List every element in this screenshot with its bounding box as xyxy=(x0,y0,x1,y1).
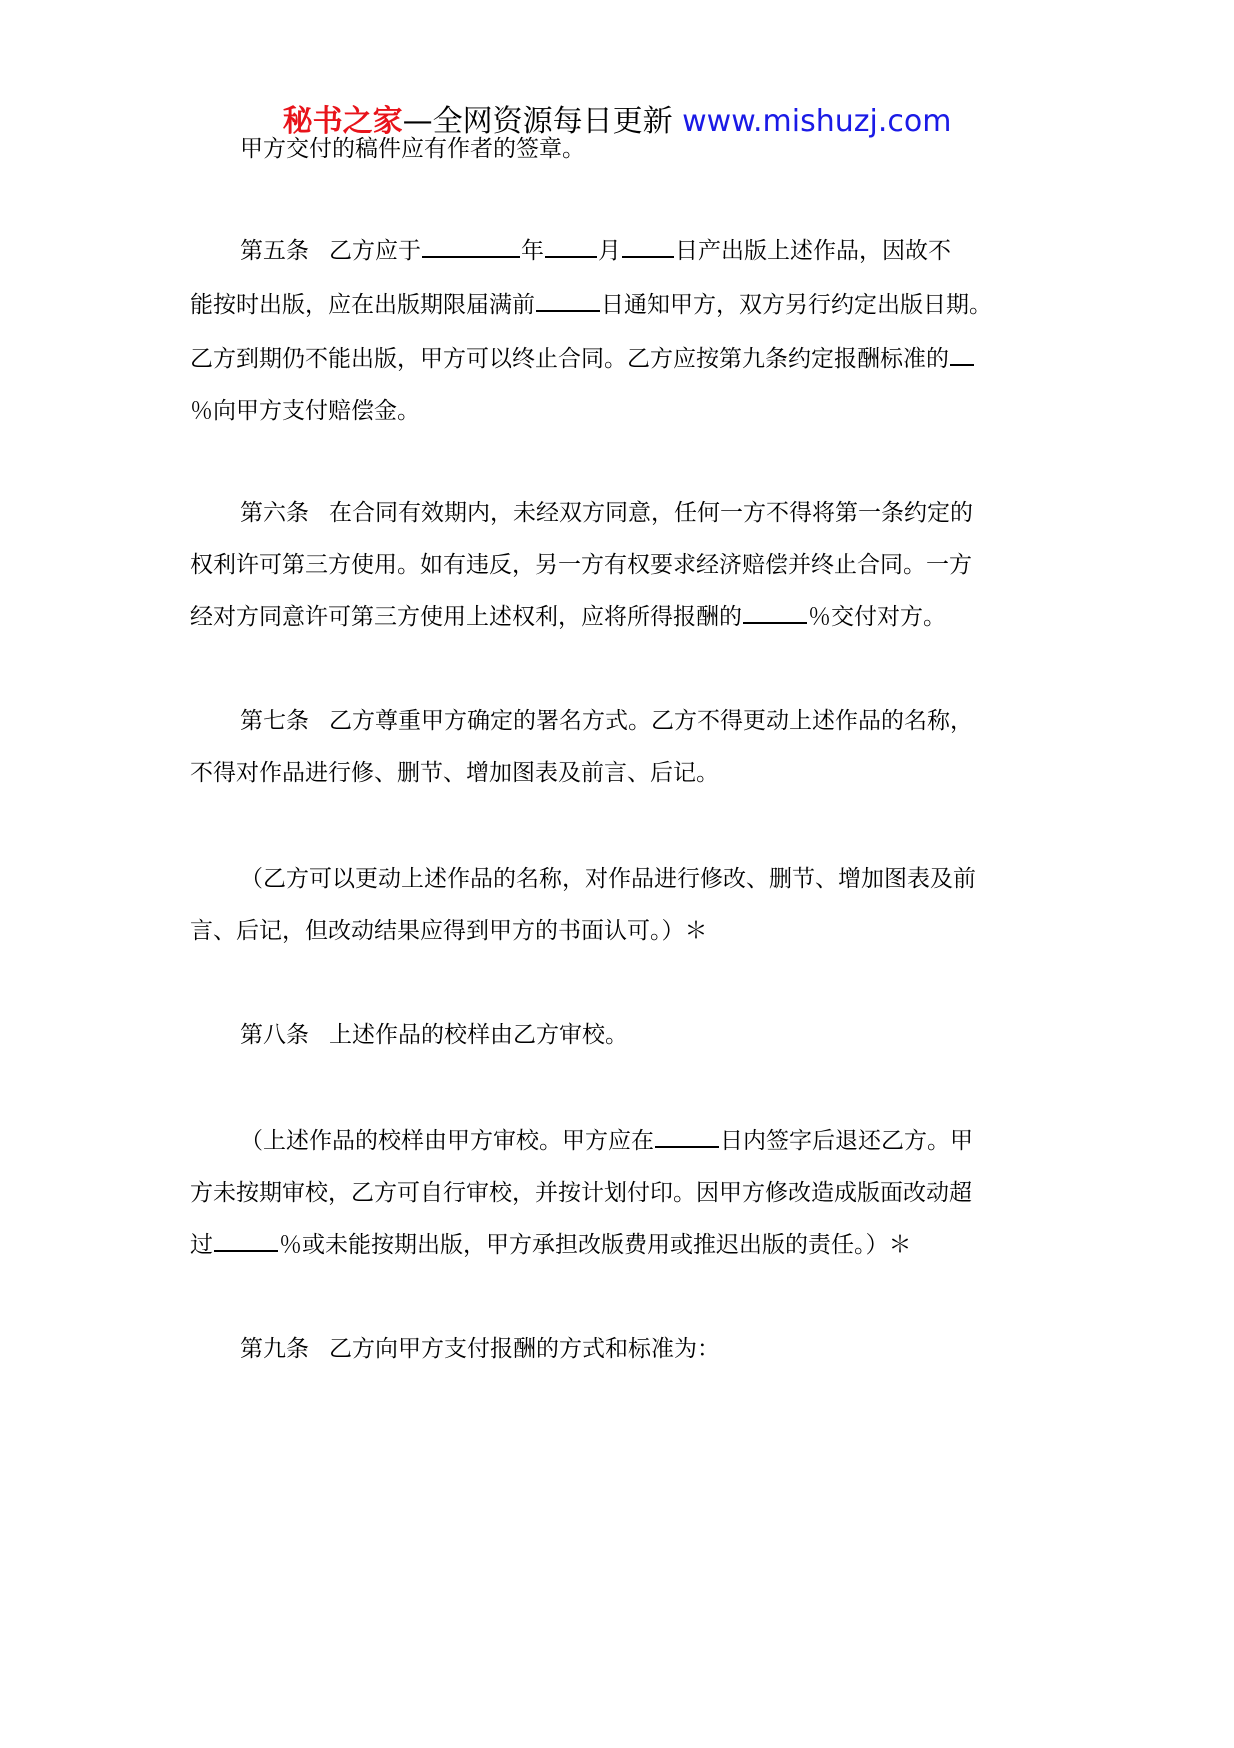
text-run: 甲方交付的稿件应有作者的签章。 xyxy=(240,136,585,162)
article-7-alt-line-2 xyxy=(190,914,1090,948)
text-run: （乙方可以更动上述作品的名称，对作品进行修改、删节、增加图表及前 xyxy=(240,866,976,892)
text-run: ％向甲方支付赔偿金。 xyxy=(190,398,420,424)
text-run: 日通知甲方，双方另行约定出版日期。 xyxy=(601,292,992,318)
paragraph-line xyxy=(240,132,1140,166)
article-5-line-1 xyxy=(240,234,1140,268)
article-label: 第六条 xyxy=(240,500,309,526)
banner-slogan: —全网资源每日更新 xyxy=(402,104,673,139)
article-6-line-1 xyxy=(240,496,1140,530)
article-8-alt-line-2 xyxy=(190,1176,1090,1210)
text-run: 在合同有效期内，未经双方同意，任何一方不得将第一条约定的 xyxy=(329,500,973,526)
article-8-alt-line-3 xyxy=(190,1228,1090,1262)
fill-blank-percent[interactable] xyxy=(743,600,807,624)
text-run: 方未按期审校，乙方可自行审校，并按计划付印。因甲方修改造成版面改动超 xyxy=(190,1180,972,1206)
text-run: 上述作品的校样由乙方审校。 xyxy=(329,1022,628,1048)
text-run: 日内签字后退还乙方。甲 xyxy=(720,1128,973,1154)
text-run: 不得对作品进行修、删节、增加图表及前言、后记。 xyxy=(190,760,719,786)
fill-blank-month[interactable] xyxy=(545,234,597,258)
article-8-line-1 xyxy=(240,1018,1140,1052)
article-7-alt-line-1 xyxy=(240,862,1140,896)
text-run: 乙方向甲方支付报酬的方式和标准为： xyxy=(329,1336,720,1362)
article-8-alt-line-1 xyxy=(240,1124,1140,1158)
site-url[interactable]: www.mishuzj.com xyxy=(682,104,952,139)
brand-name: 秘书之家 xyxy=(282,104,403,139)
text-run: 言、后记，但改动结果应得到甲方的书面认可。）＊ xyxy=(190,918,708,944)
article-label: 第五条 xyxy=(240,238,309,264)
article-label: 第九条 xyxy=(240,1336,309,1362)
article-5-line-2 xyxy=(190,288,1090,322)
text-run: 经对方同意许可第三方使用上述权利，应将所得报酬的 xyxy=(190,604,742,630)
article-9-line-1 xyxy=(240,1332,1140,1366)
text-run: 乙方应于 xyxy=(329,238,421,264)
text-run: 年 xyxy=(521,238,544,264)
fill-blank-notice-days[interactable] xyxy=(536,288,600,312)
text-run: 过 xyxy=(190,1232,213,1258)
fill-blank-day[interactable] xyxy=(622,234,674,258)
text-run: ％或未能按期出版，甲方承担改版费用或推迟出版的责任。）＊ xyxy=(279,1232,912,1258)
article-7-line-1 xyxy=(240,704,1140,738)
text-run: 能按时出版，应在出版期限届满前 xyxy=(190,292,535,318)
article-5-line-3 xyxy=(190,342,1090,376)
text-run: （上述作品的校样由甲方审校。甲方应在 xyxy=(240,1128,654,1154)
text-run: 月 xyxy=(598,238,621,264)
fill-blank-percent[interactable] xyxy=(950,342,974,366)
fill-blank-days[interactable] xyxy=(655,1124,719,1148)
text-run: 乙方到期仍不能出版，甲方可以终止合同。乙方应按第九条约定报酬标准的 xyxy=(190,346,949,372)
text-run: 日产出版上述作品，因故不 xyxy=(675,238,951,264)
article-6-line-2 xyxy=(190,548,1090,582)
text-run: 权利许可第三方使用。如有违反，另一方有权要求经济赔偿并终止合同。一方 xyxy=(190,552,972,578)
article-5-line-4 xyxy=(190,394,1090,428)
article-label: 第七条 xyxy=(240,708,309,734)
fill-blank-year[interactable] xyxy=(422,234,520,258)
text-run: ％交付对方。 xyxy=(808,604,946,630)
article-7-line-2 xyxy=(190,756,1090,790)
fill-blank-percent[interactable] xyxy=(214,1228,278,1252)
article-label: 第八条 xyxy=(240,1022,309,1048)
article-6-line-3 xyxy=(190,600,1090,634)
text-run: 乙方尊重甲方确定的署名方式。乙方不得更动上述作品的名称， xyxy=(329,708,973,734)
